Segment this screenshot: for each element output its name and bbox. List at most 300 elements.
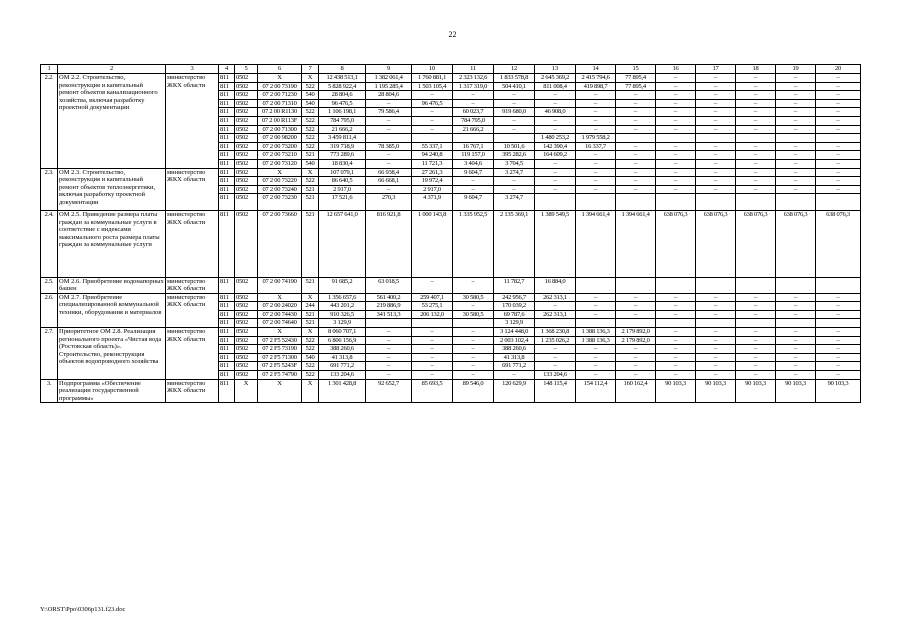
table-cell: [576, 319, 616, 328]
table-cell: 0502: [235, 159, 258, 168]
table-cell: –: [656, 116, 696, 125]
table-cell: [816, 134, 861, 143]
table-cell: –: [736, 168, 776, 177]
table-cell: [616, 277, 656, 293]
table-cell: 0502: [235, 194, 258, 211]
table-cell: 521: [302, 185, 319, 194]
table-cell: 17 521,6: [319, 194, 366, 211]
table-cell: 242 956,7: [494, 293, 535, 302]
table-cell: 522: [302, 125, 319, 134]
table-cell: –: [736, 371, 776, 380]
table-cell: –: [696, 125, 736, 134]
table-cell: –: [453, 185, 494, 194]
table-cell: –: [576, 151, 616, 160]
table-cell: –: [616, 177, 656, 186]
table-cell: –: [656, 142, 696, 151]
table-cell: 0502: [235, 345, 258, 354]
table-cell: 811: [219, 116, 235, 125]
table-cell: 773 289,6: [319, 151, 366, 160]
table-cell: 811: [219, 159, 235, 168]
table-cell: 811: [219, 99, 235, 108]
table-cell: X: [258, 74, 302, 83]
table-cell: –: [736, 185, 776, 194]
table-cell: 0502: [235, 168, 258, 177]
table-row: [41, 328, 861, 337]
table-cell: –: [736, 362, 776, 371]
table-cell: –: [616, 293, 656, 302]
table-cell: 10 501,6: [494, 142, 535, 151]
table-cell: –: [816, 99, 861, 108]
table-cell: 811: [219, 371, 235, 380]
table-cell: 1 368 230,8: [535, 328, 576, 337]
table-cell: –: [736, 99, 776, 108]
table-cell: –: [696, 177, 736, 186]
table-cell: –: [656, 185, 696, 194]
table-cell: –: [453, 362, 494, 371]
table-cell: 8 060 707,1: [319, 328, 366, 337]
table-cell: –: [696, 371, 736, 380]
table-cell: 395 282,6: [494, 151, 535, 160]
table-cell: –: [366, 353, 412, 362]
table-cell: 521: [302, 194, 319, 211]
table-cell: 66 938,4: [366, 168, 412, 177]
table-cell: –: [816, 310, 861, 319]
table-cell: [816, 277, 861, 293]
table-cell: –: [656, 293, 696, 302]
table-cell: 07 2 F5 5243F: [258, 362, 302, 371]
column-number: 16: [656, 65, 696, 74]
table-cell: 1 394 661,4: [616, 210, 656, 277]
table-cell: –: [616, 362, 656, 371]
table-cell: 0502: [235, 74, 258, 83]
table-cell: 07 2 00 71300: [258, 125, 302, 134]
table-cell: 77 895,4: [616, 74, 656, 83]
table-cell: 28 804,6: [319, 91, 366, 100]
table-cell: –: [696, 310, 736, 319]
column-number: 10: [412, 65, 453, 74]
table-cell: 638 076,3: [816, 210, 861, 277]
table-cell: 341 513,3: [366, 310, 412, 319]
table-cell: –: [616, 159, 656, 168]
table-cell: 811: [219, 310, 235, 319]
table-cell: 811: [219, 74, 235, 83]
table-cell: –: [696, 362, 736, 371]
table-cell: –: [736, 108, 776, 117]
table-cell: –: [816, 345, 861, 354]
table-cell: –: [736, 310, 776, 319]
table-cell: 07 2 00 24020: [258, 302, 302, 311]
table-cell: –: [736, 74, 776, 83]
table-cell: 30 580,5: [453, 310, 494, 319]
table-cell: –: [616, 99, 656, 108]
table-cell: –: [776, 336, 816, 345]
table-cell: 28 804,6: [366, 91, 412, 100]
table-cell: 270,3: [366, 194, 412, 211]
table-cell: 90 103,3: [736, 379, 776, 403]
table-cell: –: [816, 91, 861, 100]
table-cell: 164 609,2: [535, 151, 576, 160]
table-cell: 69 787,6: [494, 310, 535, 319]
table-cell: 16 884,0: [535, 277, 576, 293]
executor: министерство ЖКХ области: [166, 74, 219, 169]
table-cell: 811: [219, 328, 235, 337]
table-cell: [816, 194, 861, 211]
row-number: 2.5.: [41, 277, 58, 293]
executor: министерство ЖКХ области: [166, 379, 219, 403]
table-cell: 07 2 00 73220: [258, 177, 302, 186]
table-cell: –: [576, 99, 616, 108]
table-cell: –: [366, 345, 412, 354]
table-cell: 811: [219, 293, 235, 302]
budget-table: [40, 64, 861, 403]
table-cell: 504 410,1: [494, 82, 535, 91]
table-cell: 30 580,5: [453, 293, 494, 302]
table-cell: 1 979 558,2: [576, 134, 616, 143]
table-cell: X: [302, 293, 319, 302]
table-cell: –: [616, 142, 656, 151]
table-cell: 811: [219, 302, 235, 311]
table-cell: –: [616, 310, 656, 319]
table-cell: 0502: [235, 125, 258, 134]
table-cell: 0502: [235, 116, 258, 125]
table-cell: –: [656, 168, 696, 177]
table-cell: –: [816, 116, 861, 125]
table-cell: –: [535, 345, 576, 354]
table-cell: 21 666,2: [319, 125, 366, 134]
table-cell: –: [366, 185, 412, 194]
table-cell: –: [412, 116, 453, 125]
table-cell: X: [258, 293, 302, 302]
table-cell: 522: [302, 177, 319, 186]
table-cell: [576, 194, 616, 211]
table-cell: –: [696, 74, 736, 83]
table-cell: 388 260,6: [319, 345, 366, 354]
table-cell: 07 2 00 73190: [258, 82, 302, 91]
table-cell: –: [535, 159, 576, 168]
table-cell: –: [453, 336, 494, 345]
table-cell: 1 833 578,8: [494, 74, 535, 83]
table-cell: 2 645 369,2: [535, 74, 576, 83]
table-cell: 3 459 811,4: [319, 134, 366, 143]
table-cell: 521: [302, 310, 319, 319]
table-cell: 133 204,6: [319, 371, 366, 380]
table-cell: –: [494, 177, 535, 186]
table-cell: –: [616, 116, 656, 125]
table-cell: 1 480 253,2: [535, 134, 576, 143]
table-cell: [412, 134, 453, 143]
table-cell: 811: [219, 362, 235, 371]
table-cell: 142 390,4: [535, 142, 576, 151]
measure-name: ОМ 2.7. Приобретение специализированной коммунальной техники, оборудования и материалов: [58, 293, 166, 327]
table-cell: –: [776, 310, 816, 319]
table-cell: 561 400,2: [366, 293, 412, 302]
table-cell: 811: [219, 168, 235, 177]
table-cell: –: [776, 353, 816, 362]
table-cell: –: [576, 185, 616, 194]
table-cell: –: [816, 168, 861, 177]
table-cell: 16 337,7: [576, 142, 616, 151]
table-cell: –: [616, 185, 656, 194]
table-cell: –: [412, 91, 453, 100]
column-number: 3: [166, 65, 219, 74]
table-cell: 522: [302, 82, 319, 91]
table-cell: 148 115,4: [535, 379, 576, 403]
table-cell: 07 2 00 R1130: [258, 108, 302, 117]
table-cell: 07 2 00 R113F: [258, 116, 302, 125]
table-cell: 1 388 136,3: [576, 336, 616, 345]
table-cell: 11 782,7: [494, 277, 535, 293]
table-cell: 1 317 319,0: [453, 82, 494, 91]
table-cell: –: [535, 302, 576, 311]
table-cell: –: [535, 362, 576, 371]
table-cell: –: [412, 345, 453, 354]
table-cell: 811: [219, 108, 235, 117]
table-cell: –: [776, 125, 816, 134]
table-cell: 3 129,9: [494, 319, 535, 328]
table-cell: 90 103,3: [656, 379, 696, 403]
table-cell: 0502: [235, 362, 258, 371]
table-body: [41, 65, 861, 403]
table-cell: 811: [219, 353, 235, 362]
table-cell: –: [656, 362, 696, 371]
measure-name: Приоритетное ОМ 2.8. Реализация регионального проекта «Чистая вода (Ростовская область)». Строительство, реконструкция объектов водопроводного хозяйства: [58, 328, 166, 380]
table-cell: 638 076,3: [736, 210, 776, 277]
table-cell: 540: [302, 91, 319, 100]
table-cell: –: [453, 328, 494, 337]
table-cell: 0502: [235, 310, 258, 319]
table-cell: –: [816, 177, 861, 186]
table-cell: –: [776, 91, 816, 100]
table-cell: [535, 194, 576, 211]
table-cell: 07 2 F5 52430: [258, 336, 302, 345]
table-cell: –: [816, 74, 861, 83]
row-number: 3.: [41, 379, 58, 403]
table-cell: 1 394 661,4: [576, 210, 616, 277]
table-cell: –: [816, 302, 861, 311]
table-cell: 811: [219, 151, 235, 160]
table-cell: 0502: [235, 336, 258, 345]
table-cell: [616, 134, 656, 143]
table-cell: [696, 319, 736, 328]
table-cell: 133 204,6: [535, 371, 576, 380]
table-cell: –: [736, 293, 776, 302]
table-cell: 19 972,4: [412, 177, 453, 186]
table-cell: [576, 277, 616, 293]
column-number: 11: [453, 65, 494, 74]
table-cell: –: [696, 353, 736, 362]
table-cell: [656, 134, 696, 143]
table-cell: [736, 134, 776, 143]
table-cell: –: [412, 371, 453, 380]
table-cell: –: [696, 91, 736, 100]
table-cell: –: [776, 371, 816, 380]
table-cell: –: [696, 82, 736, 91]
table-cell: 811: [219, 336, 235, 345]
table-cell: 1 503 105,4: [412, 82, 453, 91]
table-cell: –: [656, 371, 696, 380]
table-cell: –: [366, 125, 412, 134]
table-cell: [366, 134, 412, 143]
table-cell: –: [494, 185, 535, 194]
table-cell: –: [616, 168, 656, 177]
table-cell: 107 079,1: [319, 168, 366, 177]
table-cell: –: [816, 185, 861, 194]
column-number: 15: [616, 65, 656, 74]
table-cell: 53 275,1: [412, 302, 453, 311]
table-cell: –: [412, 328, 453, 337]
table-cell: –: [494, 99, 535, 108]
table-cell: –: [816, 159, 861, 168]
table-cell: –: [576, 116, 616, 125]
table-cell: 79 586,4: [366, 108, 412, 117]
table-cell: –: [776, 177, 816, 186]
table-cell: –: [696, 151, 736, 160]
table-cell: 0502: [235, 210, 258, 277]
table-cell: –: [656, 91, 696, 100]
table-cell: 07 2 00 74640: [258, 319, 302, 328]
table-cell: –: [816, 108, 861, 117]
table-cell: X: [258, 328, 302, 337]
table-cell: 811: [219, 319, 235, 328]
table-row: [41, 379, 861, 403]
table-cell: 522: [302, 336, 319, 345]
table-cell: 811: [219, 194, 235, 211]
table-cell: 07 2 00 73200: [258, 142, 302, 151]
table-cell: 46 908,0: [535, 108, 576, 117]
table-cell: –: [616, 371, 656, 380]
table-cell: –: [616, 91, 656, 100]
table-cell: 07 2 00 73230: [258, 194, 302, 211]
table-cell: 90 103,3: [696, 379, 736, 403]
table-cell: –: [535, 125, 576, 134]
table-cell: X: [235, 379, 258, 403]
table-cell: 811 008,4: [535, 82, 576, 91]
page-number: 22: [448, 30, 457, 39]
table-cell: –: [696, 159, 736, 168]
table-cell: –: [776, 74, 816, 83]
table-cell: –: [576, 345, 616, 354]
table-cell: [535, 319, 576, 328]
column-number: 14: [576, 65, 616, 74]
table-cell: 66 668,1: [366, 177, 412, 186]
table-cell: [412, 319, 453, 328]
table-cell: 691 771,2: [319, 362, 366, 371]
table-cell: –: [366, 362, 412, 371]
table-cell: 1 335 952,5: [453, 210, 494, 277]
table-cell: –: [576, 371, 616, 380]
table-cell: 0502: [235, 142, 258, 151]
table-cell: 811: [219, 379, 235, 403]
table-cell: –: [535, 168, 576, 177]
table-cell: 92 652,7: [366, 379, 412, 403]
table-cell: 811: [219, 210, 235, 277]
table-cell: 07 2 00 73210: [258, 151, 302, 160]
table-cell: 07 2 F5 74790: [258, 371, 302, 380]
table-cell: –: [736, 302, 776, 311]
table-cell: –: [656, 82, 696, 91]
column-number: 4: [219, 65, 235, 74]
table-cell: –: [736, 328, 776, 337]
table-cell: –: [616, 151, 656, 160]
table-cell: –: [535, 185, 576, 194]
table-cell: [656, 194, 696, 211]
table-cell: 521: [302, 277, 319, 293]
table-cell: [616, 319, 656, 328]
table-cell: –: [776, 99, 816, 108]
table-cell: 94 240,8: [412, 151, 453, 160]
table-cell: 811: [219, 277, 235, 293]
table-cell: –: [776, 168, 816, 177]
table-cell: –: [656, 345, 696, 354]
table-cell: [494, 134, 535, 143]
table-cell: 0502: [235, 177, 258, 186]
table-cell: 0502: [235, 353, 258, 362]
table-cell: X: [258, 379, 302, 403]
table-cell: –: [656, 151, 696, 160]
table-cell: 170 039,2: [494, 302, 535, 311]
table-cell: 522: [302, 116, 319, 125]
table-cell: –: [816, 336, 861, 345]
table-cell: [616, 194, 656, 211]
column-number: 1: [41, 65, 58, 74]
table-cell: 3 129,9: [319, 319, 366, 328]
table-row: [41, 293, 861, 302]
table-cell: 3 404,6: [453, 159, 494, 168]
table-cell: 3 704,5: [494, 159, 535, 168]
table-cell: 07 2 00 73120: [258, 159, 302, 168]
column-number: 9: [366, 65, 412, 74]
table-cell: [776, 194, 816, 211]
table-cell: 0502: [235, 151, 258, 160]
table-cell: 811: [219, 91, 235, 100]
table-cell: 120 629,9: [494, 379, 535, 403]
table-cell: –: [656, 302, 696, 311]
table-cell: 0502: [235, 99, 258, 108]
table-cell: 1 382 061,4: [366, 74, 412, 83]
table-cell: –: [366, 159, 412, 168]
row-number: 2.6.: [41, 293, 58, 327]
table-cell: –: [366, 328, 412, 337]
table-cell: 1 389 549,5: [535, 210, 576, 277]
column-number: 6: [258, 65, 302, 74]
table-cell: 3 274,7: [494, 168, 535, 177]
table-cell: 811: [219, 177, 235, 186]
table-cell: –: [696, 293, 736, 302]
table-cell: 521: [302, 210, 319, 277]
table-cell: –: [776, 362, 816, 371]
measure-name: ОМ 2.3. Строительство, реконструкция и капитальный ремонт объектов теплоэнергетики, включая разработку проектной документации: [58, 168, 166, 210]
table-cell: X: [302, 379, 319, 403]
table-cell: –: [576, 91, 616, 100]
table-cell: –: [576, 177, 616, 186]
table-cell: –: [616, 345, 656, 354]
table-cell: 78 385,0: [366, 142, 412, 151]
table-cell: 206 132,0: [412, 310, 453, 319]
table-cell: –: [736, 151, 776, 160]
table-cell: X: [302, 328, 319, 337]
table-cell: [736, 277, 776, 293]
table-cell: 540: [302, 159, 319, 168]
table-cell: X: [302, 74, 319, 83]
table-cell: –: [696, 185, 736, 194]
table-cell: 521: [302, 319, 319, 328]
table-cell: –: [366, 99, 412, 108]
table-cell: 07 2 00 73660: [258, 210, 302, 277]
table-cell: 07 2 00 71230: [258, 91, 302, 100]
table-cell: –: [656, 328, 696, 337]
table-cell: 1 235 026,2: [535, 336, 576, 345]
table-cell: –: [656, 353, 696, 362]
